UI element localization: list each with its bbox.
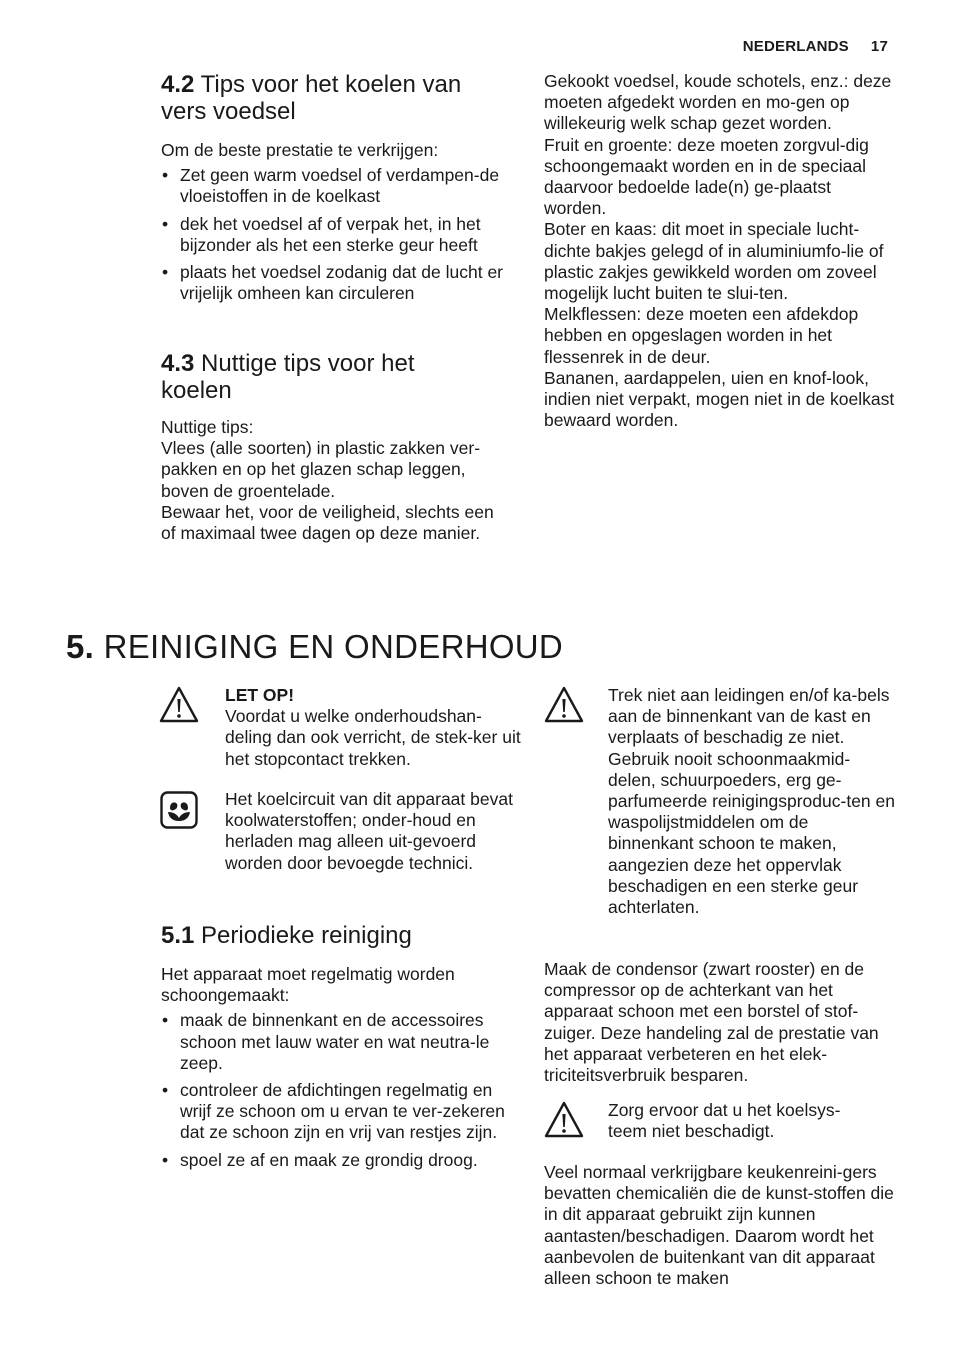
environment-leaf-icon <box>160 791 198 829</box>
warning-title: LET OP! <box>225 685 295 705</box>
section-5-1-title-text: Periodieke reiniging <box>201 922 412 949</box>
warning-triangle-icon <box>544 1100 584 1140</box>
list-item: • maak de binnenkant en de accessoires schoon met lauw water en wat neutra-le zeep. <box>161 1010 513 1074</box>
environment-text: Het koelcircuit van dit apparaat bevat koolwaterstoffen; onder-houd en herladen mag alleen uit-gevoerd worden door bevoegde technici. <box>225 789 513 873</box>
list-item: • spoel ze af en maak ze grondig droog. <box>161 1150 513 1171</box>
title-line-1: Nuttige tips voor het <box>201 350 415 377</box>
section-5-title <box>66 628 563 666</box>
section-4-3 <box>161 350 521 544</box>
section-4-3-text: Nuttige tips: Vlees (alle soorten) in plastic zakken ver-pakken en op het glazen schap leggen, boven de groentelade. Bewaar het, voor de veiligheid, slechts een of maximaal twee dagen op deze manier. <box>161 417 494 544</box>
section-4-2-title <box>161 71 521 125</box>
section-5-1 <box>161 922 521 1177</box>
warning-text: Zorg ervoor dat u het koelsys-teem niet beschadigt. <box>608 1100 841 1142</box>
list-item: • plaats het voedsel zodanig dat de lucht er vrijelijk omheen kan circuleren <box>161 262 513 304</box>
title-line-1: Tips voor het koelen van <box>200 71 462 98</box>
list-item: • Zet geen warm voedsel of verdampen-de vloeistoffen in de koelkast <box>161 165 513 207</box>
title-line-2: vers voedsel <box>161 98 296 125</box>
condensor-text: Maak de condensor (zwart rooster) en de compressor op de achterkant van het apparaat schoon met een borstel of stof-zuiger. Deze handeling zal de prestatie van het apparaat verbeteren en het elek-triciteitsverbruik besparen. <box>544 959 879 1086</box>
section-number: 5.1 <box>161 922 195 949</box>
right-column-top <box>544 71 896 431</box>
section-5-1-intro: Het apparaat moet regelmatig worden schoongemaakt: <box>161 964 455 1006</box>
header-language: NEDERLANDS <box>742 38 849 55</box>
warning-text: Trek niet aan leidingen en/of ka-bels aan de binnenkant van de kast en verplaats of beschadig ze niet. Gebruik nooit schoonmaakmid-delen, schuurpoeders, erg ge-parfumeerde reinigingsproduc-ten en waspolijstmiddelen om de binnenkant schoon te maken, aangezien deze het oppervlak beschadigen en een sterke geur achterlaten. <box>608 685 895 918</box>
section-5-1-list <box>161 1010 513 1170</box>
warning-text: Voordat u welke onderhoudshan-deling dan ook verricht, de stek-ker uit het stopcontact trekken. <box>225 706 521 769</box>
page-header <box>721 38 888 55</box>
section-4-2-list <box>161 165 513 304</box>
section-number: 4.2 <box>161 71 195 98</box>
warning-triangle-icon <box>159 685 199 725</box>
section-4-2 <box>161 71 521 310</box>
warning-triangle-icon <box>544 685 584 725</box>
section-number: 5. <box>66 628 95 665</box>
section-number: 4.3 <box>161 350 195 377</box>
page-number: 17 <box>870 38 888 55</box>
cleaners-text: Veel normaal verkrijgbare keukenreini-gers bevatten chemicaliën die de kunst-stoffen die in dit apparaat gebruikt zijn kunnen aantasten/beschadigen. Daarom wordt het aanbevolen de buitenkant van dit apparaat alleen schoon te maken <box>544 1162 894 1289</box>
list-item: • dek het voedsel af of verpak het, in het bijzonder als het een sterke geur heeft <box>161 214 513 256</box>
list-item: • controleer de afdichtingen regelmatig en wrijf ze schoon om u ervan te ver-zekeren dat ze schoon zijn en vrij van restjes zijn. <box>161 1080 513 1144</box>
storage-tips-text: Gekookt voedsel, koude schotels, enz.: deze moeten afgedekt worden en mo-gen op willekeurig welk schap gezet worden. Fruit en groente: deze moeten zorgvul-dig schoongemaakt worden en in de speciaal daarvoor bedoelde lade(n) ge-plaatst worden. Boter en kaas: dit moet in speciale lucht-dichte bakjes gelegd of in aluminiumfo-lie of plastic zakjes gewikkeld worden om zoveel mogelijk lucht buiten te slui-ten. Melkflessen: deze moeten een afdekdop hebben en opgeslagen worden in het flessenrek in de deur. Bananen, aardappelen, uien en knof-look, indien niet verpakt, mogen niet in de koelkast bewaard worden. <box>544 71 895 431</box>
section-4-2-intro: Om de beste prestatie te verkrijgen: <box>161 140 439 160</box>
section-4-3-title <box>161 350 521 404</box>
section-5-title-text: REINIGING EN ONDERHOUD <box>103 628 564 665</box>
title-line-2: koelen <box>161 377 232 404</box>
section-5-1-title <box>161 922 521 949</box>
